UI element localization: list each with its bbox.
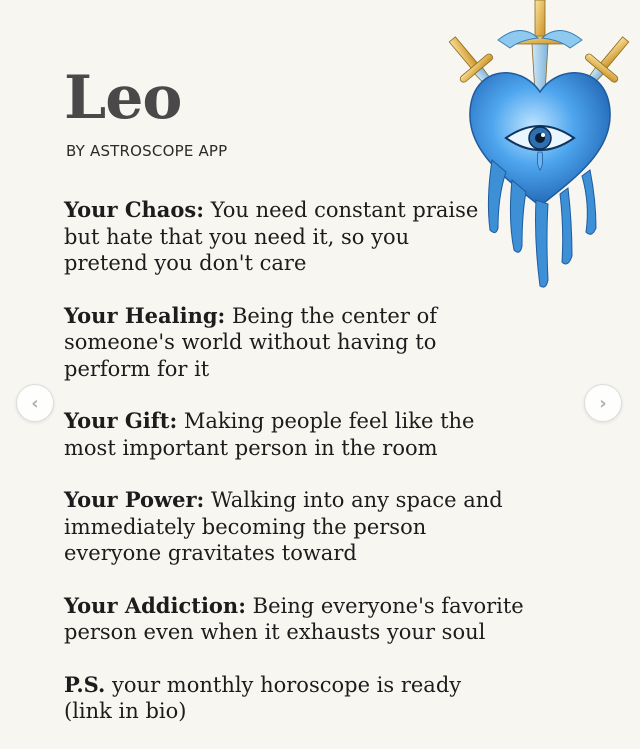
page-title: Leo — [64, 63, 182, 133]
entry-ps — [64, 672, 534, 725]
entry-label: Your Power: — [64, 487, 205, 512]
entry-text: Being the center of — [231, 303, 437, 328]
entry-label: Your Gift: — [64, 408, 178, 433]
entry-label: Your Chaos: — [64, 197, 204, 222]
entry-text: someone's world without having to — [64, 330, 437, 354]
next-slide-button[interactable] — [584, 384, 622, 422]
entry-text: Being everyone's favorite — [252, 593, 524, 618]
entry-gift — [64, 408, 534, 461]
entry-addiction — [64, 593, 534, 646]
chevron-right-icon: › — [599, 392, 607, 414]
previous-slide-button[interactable] — [16, 384, 54, 422]
entry-chaos — [64, 197, 534, 277]
entry-text: most important person in the room — [64, 435, 438, 460]
entry-text: pretend you don't care — [64, 251, 307, 275]
entry-text: You need constant praise — [210, 198, 479, 222]
entry-text: but hate that you need it, so you — [64, 224, 410, 249]
entry-power — [64, 487, 534, 567]
entry-label: P.S. — [64, 671, 106, 697]
chevron-left-icon: ‹ — [31, 392, 39, 414]
entry-text: perform for it — [64, 356, 210, 381]
entry-text: person even when it exhausts your soul — [64, 620, 486, 644]
entry-healing — [64, 303, 534, 383]
entry-label: Your Addiction: — [64, 592, 246, 618]
entry-text: everyone gravitates toward — [64, 541, 357, 565]
entry-text: your monthly horoscope is ready — [112, 672, 462, 697]
entry-label: Your Healing: — [64, 302, 226, 328]
entry-text: Walking into any space and — [211, 488, 503, 512]
entry-text: (link in bio) — [64, 699, 187, 723]
entry-text: immediately becoming the person — [64, 514, 427, 539]
entry-text: Making people feel like the — [183, 409, 475, 433]
byline: BY ASTROSCOPE APP — [66, 142, 228, 160]
trait-list — [64, 197, 534, 749]
